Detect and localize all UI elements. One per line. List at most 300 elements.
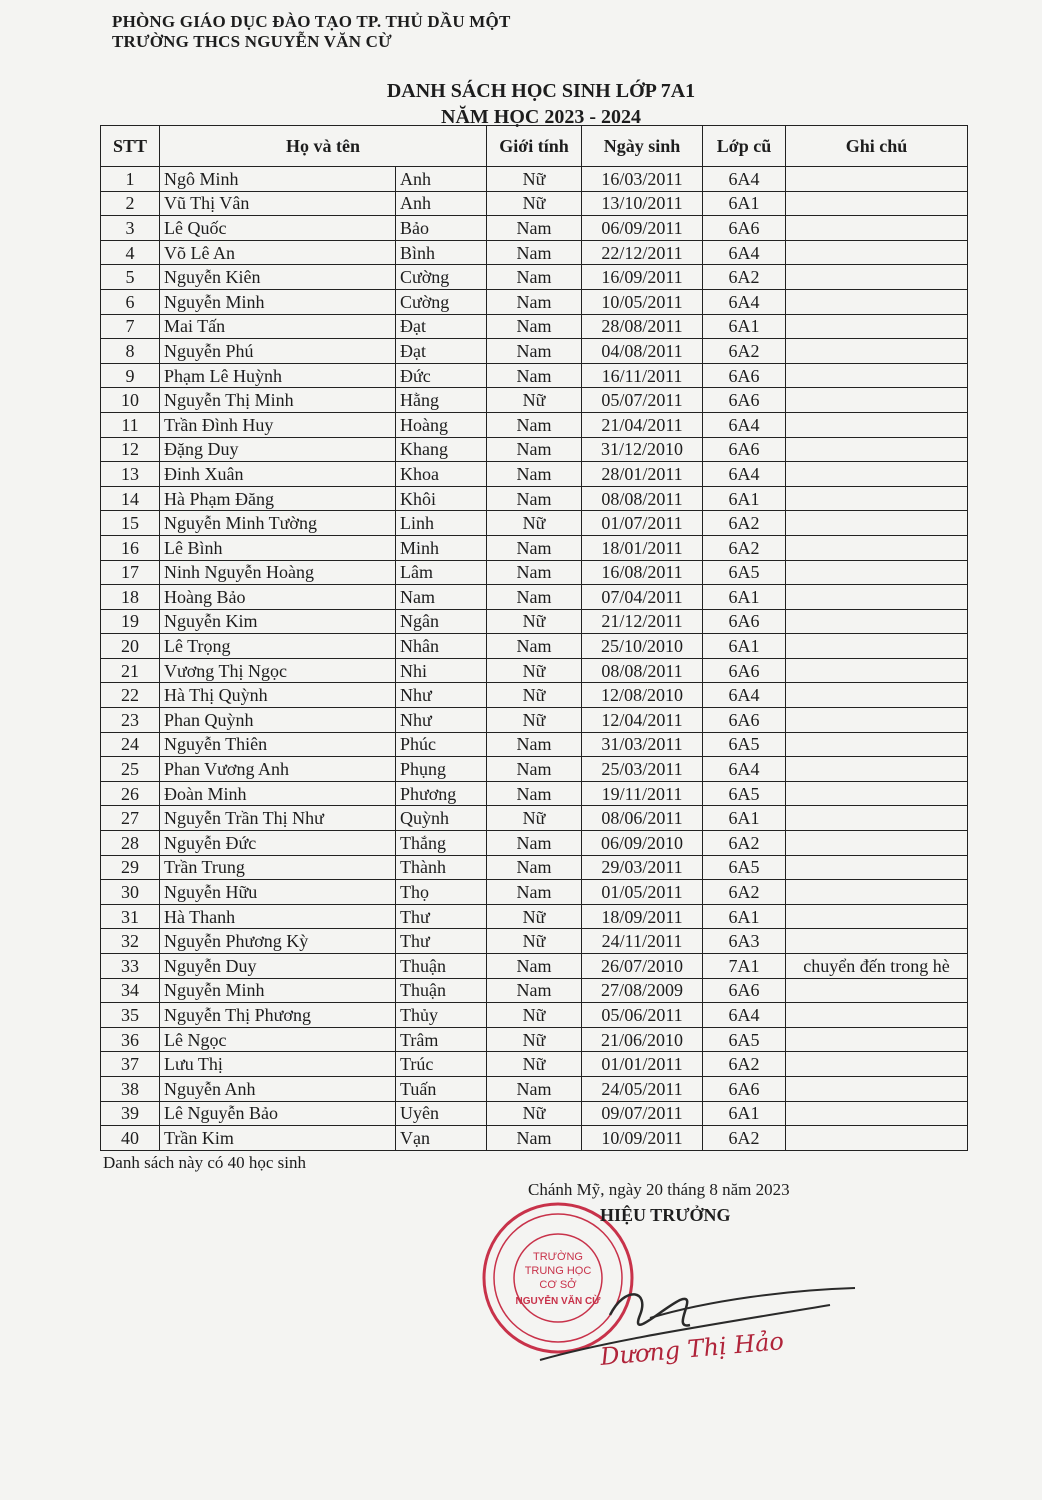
cell-stt: 10 xyxy=(101,388,160,413)
cell-gender: Nam xyxy=(487,216,582,241)
cell-gender: Nam xyxy=(487,831,582,856)
cell-stt: 8 xyxy=(101,339,160,364)
cell-last-middle-name: Lưu Thị xyxy=(160,1052,396,1077)
cell-first-name: Vạn xyxy=(396,1126,487,1151)
cell-dob: 31/12/2010 xyxy=(582,437,703,462)
cell-old-class: 6A2 xyxy=(703,880,786,905)
cell-note xyxy=(786,167,968,192)
table-row xyxy=(101,1126,968,1151)
cell-dob: 10/05/2011 xyxy=(582,289,703,314)
cell-last-middle-name: Nguyễn Phương Kỳ xyxy=(160,929,396,954)
cell-first-name: Hoàng xyxy=(396,412,487,437)
cell-first-name: Nhi xyxy=(396,658,487,683)
cell-last-middle-name: Nguyễn Thiên xyxy=(160,732,396,757)
cell-first-name: Minh xyxy=(396,535,487,560)
cell-last-middle-name: Nguyễn Trần Thị Như xyxy=(160,806,396,831)
table-row xyxy=(101,339,968,364)
cell-dob: 13/10/2011 xyxy=(582,191,703,216)
cell-gender: Nữ xyxy=(487,609,582,634)
cell-stt: 7 xyxy=(101,314,160,339)
cell-gender: Nam xyxy=(487,339,582,364)
cell-last-middle-name: Lê Nguyễn Bảo xyxy=(160,1101,396,1126)
table-row xyxy=(101,1101,968,1126)
cell-old-class: 6A5 xyxy=(703,781,786,806)
cell-old-class: 6A2 xyxy=(703,1126,786,1151)
cell-old-class: 6A1 xyxy=(703,1101,786,1126)
cell-first-name: Phụng xyxy=(396,757,487,782)
table-row xyxy=(101,929,968,954)
cell-note xyxy=(786,191,968,216)
cell-dob: 16/11/2011 xyxy=(582,363,703,388)
cell-dob: 16/09/2011 xyxy=(582,265,703,290)
cell-dob: 12/08/2010 xyxy=(582,683,703,708)
cell-dob: 29/03/2011 xyxy=(582,855,703,880)
cell-gender: Nam xyxy=(487,535,582,560)
table-row xyxy=(101,191,968,216)
cell-stt: 20 xyxy=(101,634,160,659)
cell-last-middle-name: Võ Lê An xyxy=(160,240,396,265)
cell-old-class: 6A1 xyxy=(703,904,786,929)
cell-first-name: Khoa xyxy=(396,462,487,487)
cell-gender: Nam xyxy=(487,855,582,880)
cell-note xyxy=(786,265,968,290)
cell-last-middle-name: Đặng Duy xyxy=(160,437,396,462)
cell-note xyxy=(786,412,968,437)
cell-note xyxy=(786,388,968,413)
svg-text:TRƯỜNG: TRƯỜNG xyxy=(533,1251,583,1263)
cell-note xyxy=(786,757,968,782)
cell-gender: Nam xyxy=(487,560,582,585)
document-title: DANH SÁCH HỌC SINH LỚP 7A1 xyxy=(386,80,696,102)
cell-note xyxy=(786,1101,968,1126)
cell-dob: 24/05/2011 xyxy=(582,1076,703,1101)
cell-last-middle-name: Nguyễn Kim xyxy=(160,609,396,634)
cell-last-middle-name: Trần Trung xyxy=(160,855,396,880)
cell-old-class: 6A2 xyxy=(703,265,786,290)
cell-dob: 28/08/2011 xyxy=(582,314,703,339)
student-table xyxy=(100,125,968,1151)
cell-dob: 05/06/2011 xyxy=(582,1003,703,1028)
table-row xyxy=(101,265,968,290)
cell-gender: Nam xyxy=(487,265,582,290)
cell-last-middle-name: Ngô Minh xyxy=(160,167,396,192)
cell-gender: Nam xyxy=(487,289,582,314)
cell-dob: 12/04/2011 xyxy=(582,708,703,733)
table-row xyxy=(101,1076,968,1101)
cell-dob: 04/08/2011 xyxy=(582,339,703,364)
cell-note xyxy=(786,708,968,733)
cell-gender: Nữ xyxy=(487,388,582,413)
cell-first-name: Bảo xyxy=(396,216,487,241)
cell-gender: Nữ xyxy=(487,683,582,708)
col-header-dob: Ngày sinh xyxy=(582,126,703,167)
cell-gender: Nữ xyxy=(487,191,582,216)
cell-first-name: Nhân xyxy=(396,634,487,659)
cell-gender: Nam xyxy=(487,240,582,265)
cell-gender: Nữ xyxy=(487,658,582,683)
cell-old-class: 6A6 xyxy=(703,437,786,462)
cell-old-class: 6A1 xyxy=(703,634,786,659)
cell-gender: Nam xyxy=(487,978,582,1003)
cell-last-middle-name: Nguyễn Hữu xyxy=(160,880,396,905)
cell-dob: 09/07/2011 xyxy=(582,1101,703,1126)
table-row xyxy=(101,560,968,585)
cell-gender: Nam xyxy=(487,954,582,979)
cell-dob: 01/07/2011 xyxy=(582,511,703,536)
cell-old-class: 6A4 xyxy=(703,462,786,487)
cell-old-class: 6A2 xyxy=(703,1052,786,1077)
cell-dob: 10/09/2011 xyxy=(582,1126,703,1151)
cell-stt: 34 xyxy=(101,978,160,1003)
cell-dob: 25/03/2011 xyxy=(582,757,703,782)
signature-role: HIỆU TRƯỞNG xyxy=(600,1205,731,1225)
principal-name: Dương Thị Hảo xyxy=(599,1327,785,1371)
cell-old-class: 6A4 xyxy=(703,1003,786,1028)
cell-last-middle-name: Mai Tấn xyxy=(160,314,396,339)
cell-first-name: Tuấn xyxy=(396,1076,487,1101)
cell-old-class: 6A5 xyxy=(703,732,786,757)
cell-old-class: 6A4 xyxy=(703,240,786,265)
handwritten-signature xyxy=(530,1270,860,1380)
cell-last-middle-name: Hoàng Bảo xyxy=(160,585,396,610)
cell-dob: 25/10/2010 xyxy=(582,634,703,659)
cell-stt: 33 xyxy=(101,954,160,979)
table-row xyxy=(101,216,968,241)
cell-note xyxy=(786,683,968,708)
cell-first-name: Quỳnh xyxy=(396,806,487,831)
table-row xyxy=(101,855,968,880)
cell-first-name: Khôi xyxy=(396,486,487,511)
col-header-stt: STT xyxy=(101,126,160,167)
cell-dob: 28/01/2011 xyxy=(582,462,703,487)
cell-dob: 21/04/2011 xyxy=(582,412,703,437)
cell-note xyxy=(786,880,968,905)
cell-last-middle-name: Lê Ngọc xyxy=(160,1027,396,1052)
cell-old-class: 6A4 xyxy=(703,757,786,782)
cell-old-class: 6A2 xyxy=(703,535,786,560)
cell-stt: 40 xyxy=(101,1126,160,1151)
cell-first-name: Lâm xyxy=(396,560,487,585)
cell-old-class: 6A6 xyxy=(703,658,786,683)
cell-note xyxy=(786,929,968,954)
table-row xyxy=(101,658,968,683)
cell-note xyxy=(786,314,968,339)
table-row xyxy=(101,634,968,659)
table-row xyxy=(101,683,968,708)
col-header-gender: Giới tính xyxy=(487,126,582,167)
cell-last-middle-name: Nguyễn Phú xyxy=(160,339,396,364)
table-row xyxy=(101,757,968,782)
cell-gender: Nữ xyxy=(487,929,582,954)
table-row xyxy=(101,954,968,979)
cell-note xyxy=(786,831,968,856)
cell-stt: 14 xyxy=(101,486,160,511)
cell-first-name: Uyên xyxy=(396,1101,487,1126)
cell-old-class: 6A6 xyxy=(703,363,786,388)
cell-stt: 9 xyxy=(101,363,160,388)
table-row xyxy=(101,904,968,929)
cell-stt: 15 xyxy=(101,511,160,536)
cell-first-name: Phúc xyxy=(396,732,487,757)
cell-note xyxy=(786,339,968,364)
cell-first-name: Đạt xyxy=(396,314,487,339)
cell-old-class: 6A6 xyxy=(703,216,786,241)
cell-note xyxy=(786,1126,968,1151)
cell-first-name: Trúc xyxy=(396,1052,487,1077)
cell-dob: 18/01/2011 xyxy=(582,535,703,560)
cell-first-name: Anh xyxy=(396,167,487,192)
cell-note xyxy=(786,363,968,388)
cell-stt: 31 xyxy=(101,904,160,929)
cell-last-middle-name: Ninh Nguyễn Hoàng xyxy=(160,560,396,585)
cell-first-name: Khang xyxy=(396,437,487,462)
cell-last-middle-name: Lê Bình xyxy=(160,535,396,560)
table-row xyxy=(101,1052,968,1077)
school-year: NĂM HỌC 2023 - 2024 xyxy=(441,106,641,128)
cell-dob: 18/09/2011 xyxy=(582,904,703,929)
cell-first-name: Phương xyxy=(396,781,487,806)
table-row xyxy=(101,314,968,339)
cell-gender: Nam xyxy=(487,486,582,511)
table-row xyxy=(101,412,968,437)
cell-gender: Nữ xyxy=(487,806,582,831)
cell-gender: Nữ xyxy=(487,167,582,192)
svg-text:CƠ SỞ: CƠ SỞ xyxy=(539,1279,577,1291)
cell-last-middle-name: Phan Vương Anh xyxy=(160,757,396,782)
cell-last-middle-name: Nguyễn Đức xyxy=(160,831,396,856)
cell-old-class: 6A3 xyxy=(703,929,786,954)
cell-last-middle-name: Hà Thị Quỳnh xyxy=(160,683,396,708)
table-row xyxy=(101,781,968,806)
cell-stt: 2 xyxy=(101,191,160,216)
cell-first-name: Cường xyxy=(396,265,487,290)
cell-last-middle-name: Hà Phạm Đăng xyxy=(160,486,396,511)
cell-stt: 13 xyxy=(101,462,160,487)
cell-old-class: 6A6 xyxy=(703,1076,786,1101)
cell-last-middle-name: Vương Thị Ngọc xyxy=(160,658,396,683)
cell-stt: 26 xyxy=(101,781,160,806)
student-count-note: Danh sách này có 40 học sinh xyxy=(103,1153,307,1172)
cell-stt: 24 xyxy=(101,732,160,757)
cell-old-class: 6A2 xyxy=(703,831,786,856)
cell-first-name: Cường xyxy=(396,289,487,314)
cell-gender: Nam xyxy=(487,412,582,437)
cell-old-class: 7A1 xyxy=(703,954,786,979)
cell-stt: 38 xyxy=(101,1076,160,1101)
cell-dob: 22/12/2011 xyxy=(582,240,703,265)
col-header-name: Họ và tên xyxy=(160,126,487,167)
cell-gender: Nam xyxy=(487,634,582,659)
table-row xyxy=(101,732,968,757)
cell-old-class: 6A5 xyxy=(703,1027,786,1052)
cell-first-name: Thọ xyxy=(396,880,487,905)
cell-note xyxy=(786,634,968,659)
cell-gender: Nam xyxy=(487,757,582,782)
cell-old-class: 6A4 xyxy=(703,412,786,437)
cell-gender: Nam xyxy=(487,1126,582,1151)
cell-note xyxy=(786,560,968,585)
cell-old-class: 6A5 xyxy=(703,560,786,585)
cell-old-class: 6A6 xyxy=(703,708,786,733)
cell-first-name: Nam xyxy=(396,585,487,610)
cell-stt: 4 xyxy=(101,240,160,265)
cell-gender: Nam xyxy=(487,437,582,462)
cell-dob: 01/01/2011 xyxy=(582,1052,703,1077)
table-row xyxy=(101,167,968,192)
cell-stt: 30 xyxy=(101,880,160,905)
cell-last-middle-name: Trần Kim xyxy=(160,1126,396,1151)
cell-old-class: 6A1 xyxy=(703,585,786,610)
cell-last-middle-name: Phạm Lê Huỳnh xyxy=(160,363,396,388)
table-row xyxy=(101,388,968,413)
cell-first-name: Đức xyxy=(396,363,487,388)
cell-gender: Nam xyxy=(487,314,582,339)
table-row xyxy=(101,240,968,265)
cell-note xyxy=(786,609,968,634)
table-row xyxy=(101,363,968,388)
cell-dob: 07/04/2011 xyxy=(582,585,703,610)
cell-old-class: 6A1 xyxy=(703,191,786,216)
cell-first-name: Đạt xyxy=(396,339,487,364)
cell-stt: 11 xyxy=(101,412,160,437)
cell-first-name: Linh xyxy=(396,511,487,536)
cell-gender: Nữ xyxy=(487,1027,582,1052)
cell-note xyxy=(786,289,968,314)
cell-stt: 1 xyxy=(101,167,160,192)
table-row xyxy=(101,437,968,462)
cell-note xyxy=(786,535,968,560)
cell-stt: 5 xyxy=(101,265,160,290)
cell-old-class: 6A6 xyxy=(703,978,786,1003)
col-header-old-class: Lớp cũ xyxy=(703,126,786,167)
cell-dob: 05/07/2011 xyxy=(582,388,703,413)
cell-old-class: 6A1 xyxy=(703,486,786,511)
cell-last-middle-name: Đoàn Minh xyxy=(160,781,396,806)
cell-old-class: 6A2 xyxy=(703,339,786,364)
table-row xyxy=(101,511,968,536)
table-row xyxy=(101,880,968,905)
cell-last-middle-name: Vũ Thị Vân xyxy=(160,191,396,216)
cell-stt: 16 xyxy=(101,535,160,560)
cell-stt: 35 xyxy=(101,1003,160,1028)
cell-old-class: 6A2 xyxy=(703,511,786,536)
cell-old-class: 6A6 xyxy=(703,388,786,413)
cell-first-name: Ngân xyxy=(396,609,487,634)
cell-stt: 6 xyxy=(101,289,160,314)
cell-old-class: 6A5 xyxy=(703,855,786,880)
document-header xyxy=(112,12,510,52)
cell-first-name: Thủy xyxy=(396,1003,487,1028)
cell-gender: Nữ xyxy=(487,708,582,733)
cell-last-middle-name: Nguyễn Anh xyxy=(160,1076,396,1101)
cell-first-name: Thắng xyxy=(396,831,487,856)
cell-gender: Nữ xyxy=(487,1052,582,1077)
svg-text:TRUNG HỌC: TRUNG HỌC xyxy=(524,1265,592,1277)
cell-stt: 39 xyxy=(101,1101,160,1126)
cell-last-middle-name: Nguyễn Minh xyxy=(160,978,396,1003)
col-header-note: Ghi chú xyxy=(786,126,968,167)
cell-note xyxy=(786,978,968,1003)
table-row xyxy=(101,1027,968,1052)
table-row xyxy=(101,289,968,314)
cell-stt: 23 xyxy=(101,708,160,733)
cell-dob: 31/03/2011 xyxy=(582,732,703,757)
cell-note: chuyển đến trong hè xyxy=(786,954,968,979)
table-row xyxy=(101,535,968,560)
cell-first-name: Anh xyxy=(396,191,487,216)
cell-gender: Nữ xyxy=(487,1003,582,1028)
cell-stt: 28 xyxy=(101,831,160,856)
table-header-row xyxy=(101,126,968,167)
cell-dob: 24/11/2011 xyxy=(582,929,703,954)
cell-gender: Nam xyxy=(487,732,582,757)
cell-first-name: Thuận xyxy=(396,954,487,979)
table-row xyxy=(101,585,968,610)
department-name: PHÒNG GIÁO DỤC ĐÀO TẠO TP. THỦ DẦU MỘT xyxy=(112,12,511,31)
cell-dob: 16/08/2011 xyxy=(582,560,703,585)
cell-dob: 08/06/2011 xyxy=(582,806,703,831)
cell-stt: 37 xyxy=(101,1052,160,1077)
cell-last-middle-name: Nguyễn Kiên xyxy=(160,265,396,290)
cell-note xyxy=(786,732,968,757)
cell-first-name: Hằng xyxy=(396,388,487,413)
cell-stt: 17 xyxy=(101,560,160,585)
cell-dob: 19/11/2011 xyxy=(582,781,703,806)
cell-gender: Nam xyxy=(487,363,582,388)
cell-stt: 19 xyxy=(101,609,160,634)
cell-gender: Nữ xyxy=(487,904,582,929)
cell-first-name: Thư xyxy=(396,904,487,929)
cell-last-middle-name: Nguyễn Minh xyxy=(160,289,396,314)
cell-stt: 27 xyxy=(101,806,160,831)
cell-old-class: 6A1 xyxy=(703,806,786,831)
cell-last-middle-name: Trần Đình Huy xyxy=(160,412,396,437)
cell-old-class: 6A4 xyxy=(703,683,786,708)
table-row xyxy=(101,1003,968,1028)
table-row xyxy=(101,609,968,634)
cell-gender: Nữ xyxy=(487,511,582,536)
signature-date: Chánh Mỹ, ngày 20 tháng 8 năm 2023 xyxy=(528,1180,790,1199)
table-row xyxy=(101,806,968,831)
cell-dob: 21/06/2010 xyxy=(582,1027,703,1052)
cell-last-middle-name: Phan Quỳnh xyxy=(160,708,396,733)
cell-old-class: 6A1 xyxy=(703,314,786,339)
cell-last-middle-name: Lê Trọng xyxy=(160,634,396,659)
cell-dob: 08/08/2011 xyxy=(582,486,703,511)
cell-first-name: Trâm xyxy=(396,1027,487,1052)
cell-last-middle-name: Nguyễn Duy xyxy=(160,954,396,979)
cell-dob: 06/09/2010 xyxy=(582,831,703,856)
cell-stt: 18 xyxy=(101,585,160,610)
cell-stt: 22 xyxy=(101,683,160,708)
cell-note xyxy=(786,781,968,806)
cell-note xyxy=(786,486,968,511)
cell-note xyxy=(786,1027,968,1052)
cell-first-name: Thuận xyxy=(396,978,487,1003)
cell-note xyxy=(786,511,968,536)
svg-text:NGUYỄN VĂN CỪ: NGUYỄN VĂN CỪ xyxy=(515,1296,601,1307)
cell-note xyxy=(786,806,968,831)
cell-note xyxy=(786,1076,968,1101)
cell-dob: 08/08/2011 xyxy=(582,658,703,683)
cell-note xyxy=(786,437,968,462)
cell-gender: Nam xyxy=(487,585,582,610)
cell-note xyxy=(786,658,968,683)
cell-last-middle-name: Hà Thanh xyxy=(160,904,396,929)
cell-dob: 16/03/2011 xyxy=(582,167,703,192)
cell-gender: Nam xyxy=(487,781,582,806)
cell-last-middle-name: Lê Quốc xyxy=(160,216,396,241)
